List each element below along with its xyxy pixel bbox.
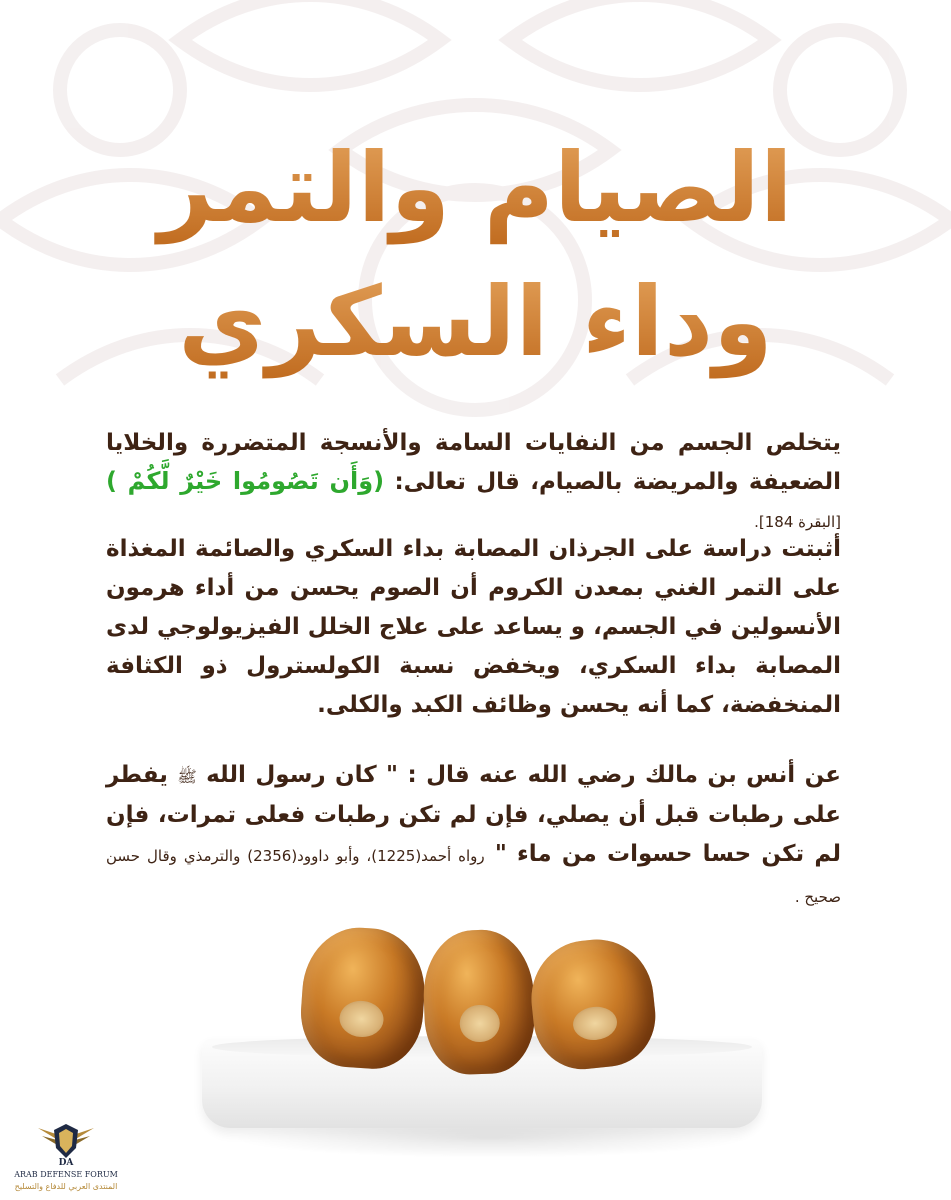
verse-reference: [البقرة 184]. (754, 513, 841, 531)
title-line-2: وداء السكري (0, 262, 951, 382)
honorific-glyph: ﷺ (177, 767, 197, 786)
date-fruit (297, 924, 428, 1072)
paragraph-study: أثبتت دراسة على الجرذان المصابة بداء السكري والصائمة المغذاة على التمر الغني بمعدن الكروم أن الصوم يحسن من أداء هرمون الأنسولين في الجسم، و يساعد على علاج الخلل الفيزيولوجي لدى المصابة بداء السكري، ويخفض نسبة الكولسترول ذو الكثافة المنخفضة، كما أنه يحسن وظائف الكبد والكلى. (106, 536, 841, 718)
logo-arabic-name: المنتدى العربي للدفاع والتسليح (14, 1182, 118, 1191)
logo-english-name: ARAB DEFENSE FORUM (14, 1170, 118, 1179)
title-line-1: الصيام والتمر (0, 128, 951, 248)
paragraph-fasting (106, 424, 841, 541)
date-cap (459, 1004, 500, 1043)
logo-abbreviation: DA (58, 1158, 74, 1168)
hadith-text-start: عن أنس بن مالك رضي الله عنه قال : " كان رسول الله (206, 762, 841, 788)
hadith-text-end: يفطر على رطبات قبل أن يصلي، فإن لم تكن رطبات فعلى تمرات، فإن لم تكن حسا حسوات من ماء " (106, 762, 841, 867)
hadith-source: رواه أحمد(1225)، وأبو داوود(2356) والترمذي وقال حسن صحيح . (106, 847, 841, 906)
date-cap (338, 999, 384, 1038)
quran-verse: (وَأَن تَصُومُوا خَيْرٌ لَّكُمْ ) (106, 467, 385, 495)
date-fruit (422, 928, 537, 1076)
arab-defense-forum-logo (10, 1120, 122, 1198)
date-cap (571, 1004, 618, 1042)
paragraph-hadith (106, 756, 841, 917)
paragraph-fasting-text: يتخلص الجسم من النفايات السامة والأنسجة المتضررة والخلايا الضعيفة والمريضة بالصيام، قال تعالى: (106, 430, 841, 495)
